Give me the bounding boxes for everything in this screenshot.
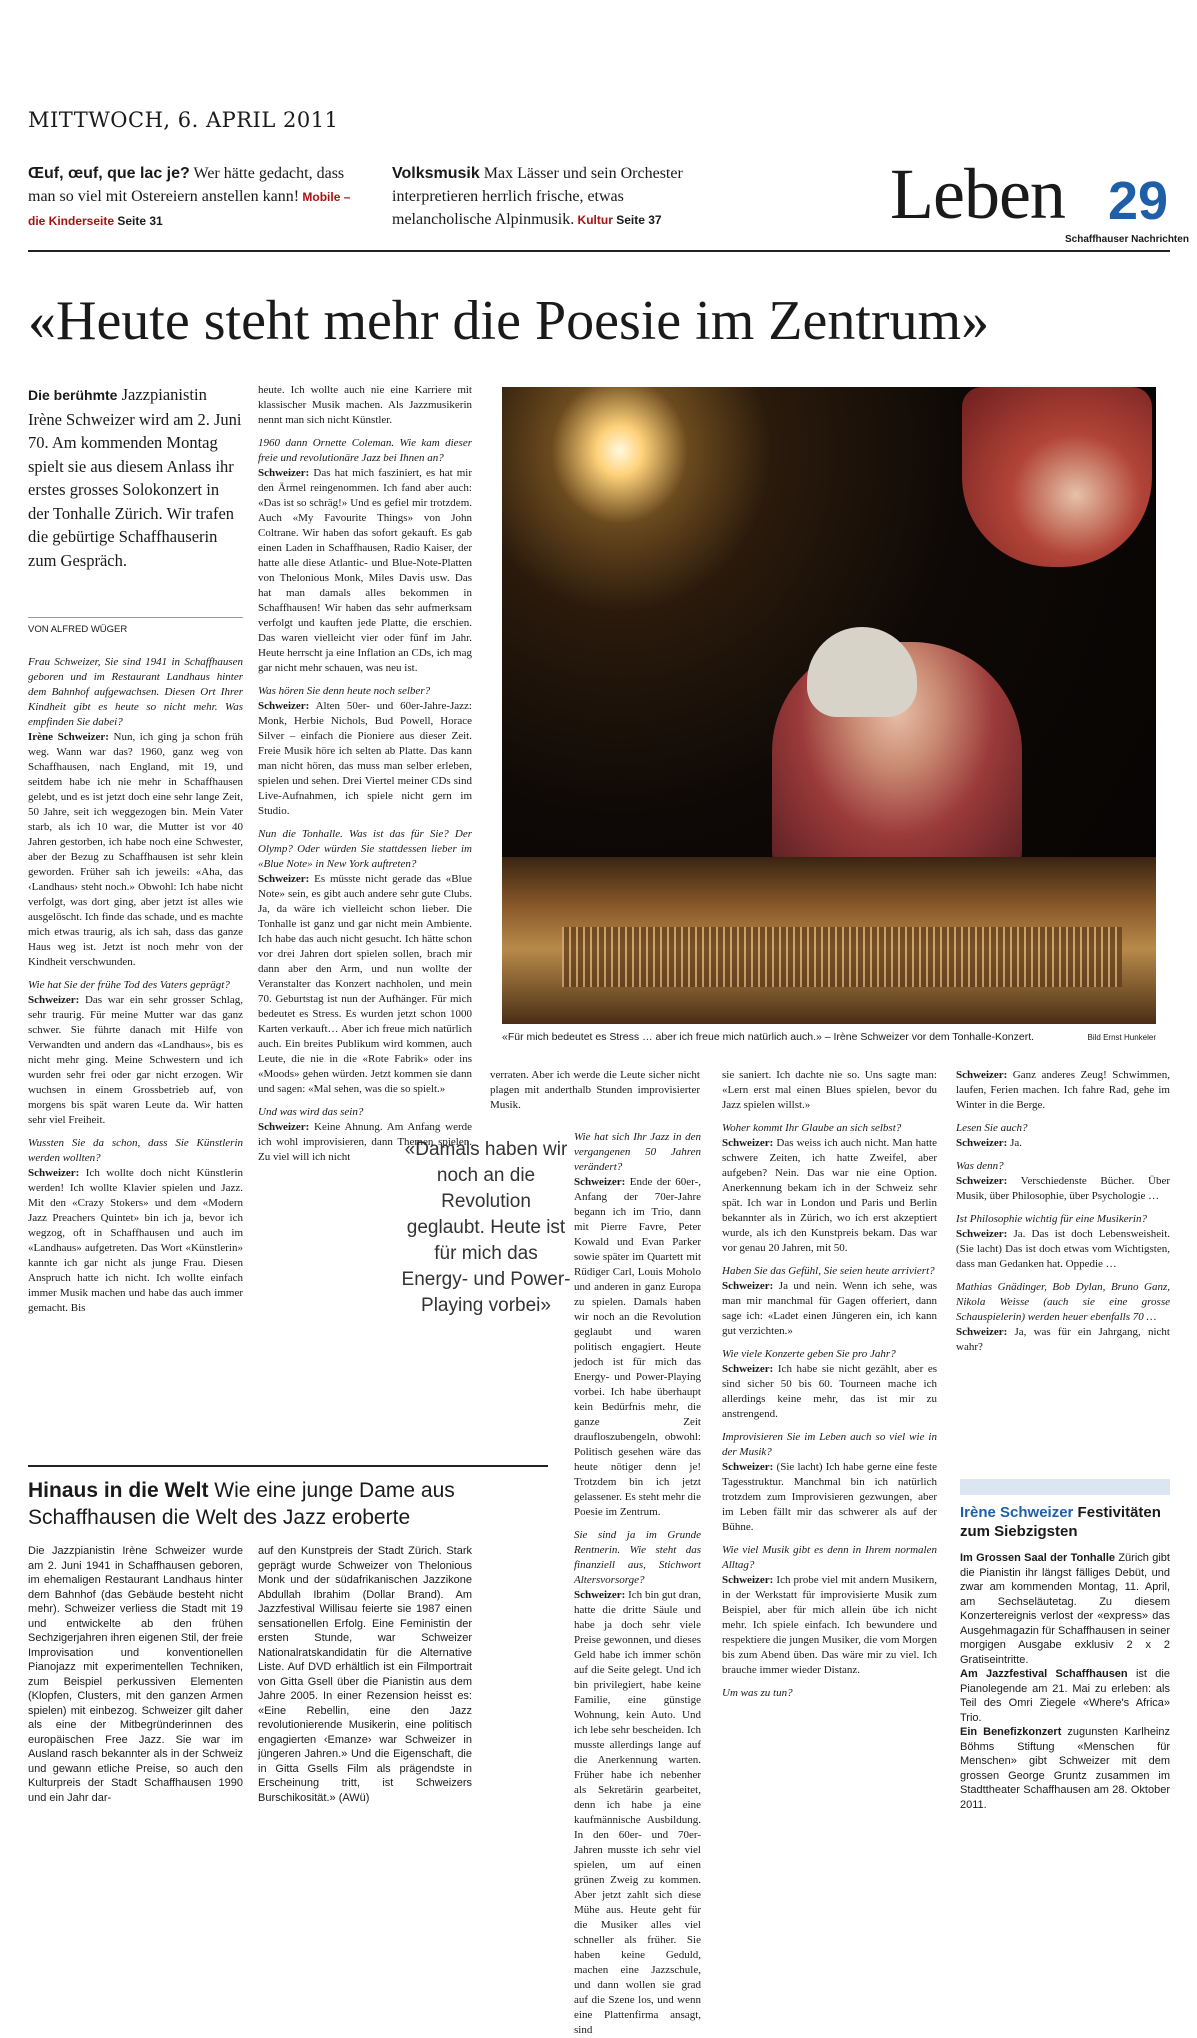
issue-date: MITTWOCH, 6. APRIL 2011: [28, 108, 339, 132]
speaker-label: Schweizer:: [956, 1069, 1008, 1081]
interview-answer: Ich habe sie nicht gezählt, aber es sind sicher 50 bis 60. Tourneen mache ich allerdings keine mehr, das ist mir zu anstrengend.: [722, 1363, 937, 1420]
lead-text: Die berühmte Jazzpianistin Irène Schweizer wird am 2. Juni 70. Am kommenden Montag spielt sie aus diesem Anlass ihr erstes grosses Solokonzert in der Tonhalle Zürich. Wir trafen die gebürtige Schaffhauserin zum Gespräch.: [28, 385, 242, 570]
speaker-label: Schweizer:: [722, 1137, 774, 1149]
interview-column-4: [722, 1068, 937, 1928]
speaker-label: Schweizer:: [956, 1326, 1008, 1338]
interview-question: Nun die Tonhalle. Was ist das für Sie? Der Olymp? Oder würden Sie stattdessen lieber im «Blue Note» in New York auftreten?: [258, 828, 472, 870]
photo-irene-schweizer: [502, 387, 1156, 1024]
interview-answer: Nun, ich ging ja schon früh weg. Wann war das? 1960, ganz weg von Schaffhausen, nach England, mit 19, und seitdem habe ich nie mehr in Schaffhausen gelebt, und es ist jetzt doch eine sehr lange Zeit, 50 Jahre, seit ich weggezogen bin. Mein Vater starb, als ich 10 war, die Mutter ist vor 40 Jahren gestorben, ich habe noch eine Schwester, aber der Bezug zu Schaffhausen ist sehr klein geworden. Früher sah ich jeweils: «Aha, das ‹Landhaus› steht noch.» Obwohl: Ich habe nicht verfolgt, was dort ging, aber jetzt ist alles wie ausgelöscht. Ich finde das schade, und es machte mich etwas traurig, als ich sah, dass das ganze Haus weg ist. Jetzt ist noch mehr von der Kindheit verschwunden.: [28, 731, 243, 968]
interview-question: Wussten Sie da schon, dass Sie Künstlerin werden wollten?: [28, 1137, 243, 1164]
interview-answer: Ganz anderes Zeug! Schwimmen, laufen, Ferien machen. Ich fahre Rad, gehe im Winter in die Berge.: [956, 1069, 1170, 1111]
interview-paragraph: [258, 827, 472, 1097]
interview-answer: Ich wollte doch nicht Künstlerin werden! Ich wollte Klavier spielen und Jazz. Mit den «Crazy Stokers» und dem «Modern Jazz Preachers Quintet» bin ich ja, bevor ich wegzog, oft in Schaffhausen und auch im «Landhaus» aufgetreten. Das Wort «Künstlerin» kannte ich gar nicht als junge Frau. Diesen Anspruch hatte ich nicht. Ich wollte einfach immer Musik machen und habe das auch immer gemacht. Bis: [28, 1167, 243, 1314]
speaker-label: Schweizer:: [956, 1228, 1008, 1240]
interview-question: Wie hat sich Ihr Jazz in den vergangenen 50 Jahren verändert?: [574, 1131, 701, 1173]
interview-answer: Ja. Das ist doch Lebensweisheit. (Sie lacht) Das ist doch etwas vom Wichtigsten, dass man Gedanken hat. Oppedie …: [956, 1228, 1170, 1270]
interview-question: Wie viel Musik gibt es denn in Ihrem normalen Alltag?: [722, 1544, 937, 1571]
interview-answer: Ende der 60er-, Anfang der 70er-Jahre begann ich im Trio, dann mit Pierre Favre, Peter Kowald und Evan Parker sowie später im Quartett mit Rüdiger Carl, Louis Moholo und anderen in ganz Europa zu spielen. Damals haben wir noch an die Revolution geglaubt und waren politisch engagiert. Heute jedoch ist für mich das Energy- und Power-Playing vorbei. Ich habe überhaupt kein Bedürfnis mehr, die ganze Zeit draufloszubengeln, obwohl: Politisch gesehen wäre das heute nötiger denn je! Trotzdem bin ich jetzt gelassener. Es steht mehr die Poesie im Zentrum.: [574, 1176, 701, 1518]
interview-answer: (Sie lacht) Ich habe gerne eine feste Tagesstruktur. Manchmal bin ich natürlich trotzdem zum Improvisieren gezwungen, aber im Leben fällt mir das schwerer als auf der Bühne.: [722, 1461, 937, 1533]
interview-answer: Das weiss ich auch nicht. Man hatte schwere Zeiten, ich hatte Zweifel, aber aufgeben? Nein. Das war nie eine Option. Anerkennung bekam ich in der Schweiz sehr spät. Ich war in London und Paris und Berlin bekannter als in Zürich, wo ich erst akzeptiert wurde, als ich den Kunstpreis bekam. Das war vor genau 20 Jahren, mit 50.: [722, 1137, 937, 1254]
page-number: 29: [1108, 171, 1169, 231]
interview-answer: Verschiedenste Bücher. Über Musik, über Philosophie, über Psychologie …: [956, 1175, 1170, 1202]
speaker-label: Schweizer:: [722, 1363, 774, 1375]
interview-paragraph: [722, 1430, 937, 1535]
festival-bar: [960, 1479, 1170, 1495]
speaker-label: Schweizer:: [258, 1121, 310, 1133]
interview-answer: verraten. Aber ich werde die Leute sicher nicht plagen mit anderthalb Stunden improvisierter Musik.: [490, 1069, 700, 1111]
festival-box: [960, 1479, 1170, 1812]
header-rule: [28, 250, 1170, 252]
interview-answer: Ich bin gut dran, hatte die dritte Säule und habe ja doch sehr viele Preise gewonnen, und dieses Geld habe ich immer schön auf die Seite gelegt. Und ich bin privilegiert, habe keine Familie, eine günstige Wohnung, kein Auto. Und ich lebe sehr bescheiden. Ich musste allerdings lange auf die Anerkennung warten. Früher habe ich nebenher als Sekretärin gearbeitet, denn ich habe ja eine kaufmännische Ausbildung. In den 60er- und 70er-Jahren musste ich sehr viel spielen, um auf einen grünen Zweig zu kommen. Aber jetzt zahlt sich diese Mühe aus. Heute geht für die Musiker alles viel schneller als früher. Sie haben keine Geduld, machen eine Jazzschule, und dann wollen sie grad auf die Szene los, und wenn eine Plattenfirma ansagt, sind: [574, 1589, 701, 2036]
interview-paragraph: [956, 1121, 1170, 1151]
festival-title: Irène Schweizer Festivitäten zum Siebzigsten: [960, 1504, 1161, 1540]
interview-answer: Ich probe viel mit andern Musikern, in der Werkstatt für improvisierte Musik zum Beispiel, aber für mich allein übe ich nicht mehr. Ich spiele einfach. Ich bewundere und respektiere die jungen Musiker, die vom Morgen bis zum Abend üben. Das wäre mir zu viel. Ich brauche immer wieder Distanz.: [722, 1574, 937, 1676]
interview-paragraph: [722, 1121, 937, 1256]
interview-question: Was denn?: [956, 1160, 1004, 1172]
interview-paragraph: [956, 1068, 1170, 1113]
interview-paragraph: [956, 1212, 1170, 1272]
speaker-label: Schweizer:: [956, 1137, 1008, 1149]
interview-paragraph: [28, 1136, 243, 1316]
photo-caption: «Für mich bedeutet es Stress … aber ich freue mich natürlich auch.» – Irène Schweizer vor dem Tonhalle-Konzert. Bild Ernst Hunkeler: [502, 1031, 1156, 1043]
interview-paragraph: [258, 383, 472, 428]
info-box-title: Hinaus in die Welt Wie eine junge Dame aus Schaffhausen die Welt des Jazz eroberte: [28, 1465, 548, 1531]
interview-paragraph: [956, 1280, 1170, 1355]
piano-strings: [562, 927, 1122, 987]
interview-paragraph: [722, 1264, 937, 1339]
photo-credit: Bild Ernst Hunkeler: [1087, 1033, 1156, 1042]
interview-question: Mathias Gnädinger, Bob Dylan, Bruno Ganz, Nikola Weisse (auch sie eine grosse Schauspielerin) werden heuer ebenfalls 70 …: [956, 1281, 1170, 1323]
interview-answer: Ja, was für ein Jahrgang, nicht wahr?: [956, 1326, 1170, 1353]
interview-question: Lesen Sie auch?: [956, 1122, 1028, 1134]
interview-paragraph: [574, 1528, 701, 2038]
teaser-ostereier[interactable]: Œuf, œuf, que lac je? Wer hätte gedacht, dass man so viel mit Ostereiern anstellen kann! Mobile – die Kinderseite Seite 31: [28, 165, 351, 228]
interview-paragraph: [28, 655, 243, 970]
interview-answer: Ja und nein. Wenn ich sehe, was man mir manchmal für Gagen offeriert, dann sage ich: «Ladet einen Jüngeren ein, ich kann gut verzichten.»: [722, 1280, 937, 1337]
interview-question: Sie sind ja im Grunde Rentnerin. Wie steht das finanziell aus, Stichwort Altersvorsorge?: [574, 1529, 701, 1586]
interview-answer: Das hat mich fasziniert, es hat mir den Ärmel reingenommen. Ich fand aber auch: «Das ist so schräg!» Und es gefiel mir trotzdem. Auch «My Favourite Things» von John Coltrane. Wir haben das sofort gekauft. Es gab einen Laden in Schaffhausen, Radio Kaiser, der hatte alle diese Atlantic- und Blue-Note-Platten von Thelonious Monk, Miles Davis usw. Das hat man damals alles bekommen in Schaffhausen! Wir haben das sehr aufmerksam verfolgt und kauften jede Platte, die erschien. Das waren vielleicht vier oder fünf im Jahr. Heute herrscht ja eine Inflation an CDs, ich mag gar nicht mehr schauen, was neu ist.: [258, 467, 472, 674]
interview-paragraph: [258, 436, 472, 676]
interview-paragraph: [722, 1686, 937, 1701]
speaker-label: Irène Schweizer:: [28, 731, 109, 743]
piano-reflection: [962, 387, 1152, 567]
interview-paragraph: [28, 978, 243, 1128]
speaker-label: Schweizer:: [28, 994, 80, 1006]
interview-paragraph: [722, 1068, 937, 1113]
speaker-label: Schweizer:: [722, 1280, 774, 1292]
interview-question: Was hören Sie denn heute noch selber?: [258, 685, 431, 697]
interview-column-1: [28, 655, 243, 1445]
interview-question: Frau Schweizer, Sie sind 1941 in Schaffhausen geboren und im Restaurant Landhaus hinter dem Bahnhof aufgewachsen. Diesen Ort Ihrer Kindheit gibt es heute so nicht mehr. Was empfinden Sie dabei?: [28, 656, 243, 728]
interview-paragraph: [956, 1159, 1170, 1204]
byline: VON ALFRED WÜGER: [28, 617, 243, 635]
speaker-label: Schweizer:: [258, 700, 310, 712]
interview-column-3: [574, 1130, 701, 2036]
interview-question: Ist Philosophie wichtig für eine Musikerin?: [956, 1213, 1147, 1225]
interview-paragraph: [722, 1543, 937, 1678]
speaker-label: Schweizer:: [722, 1574, 774, 1586]
speaker-label: Schweizer:: [258, 467, 310, 479]
interview-paragraph: [574, 1130, 701, 1520]
interview-column-3-top: [490, 1068, 700, 1128]
teaser-volksmusik[interactable]: Volksmusik Max Lässer und sein Orchester interpretieren herrlich frische, etwas melancholische Alpinmusik. Kultur Seite 37: [392, 165, 683, 228]
interview-question: Wie viele Konzerte geben Sie pro Jahr?: [722, 1348, 896, 1360]
pianist-hair: [807, 627, 917, 717]
speaker-label: Schweizer:: [956, 1175, 1008, 1187]
interview-paragraph: [258, 684, 472, 819]
interview-question: Woher kommt Ihr Glaube an sich selbst?: [722, 1122, 902, 1134]
interview-answer: Alten 50er- und 60er-Jahre-Jazz: Monk, Herbie Nichols, Bud Powell, Horace Silver – einfach die Pioniere aus dieser Zeit. Freie Musik höre ich selten ab Platte. Das kann man nicht hören, das muss man selber erleben, spielen und sehen. Drei Viertel meiner CDs sind Live-Aufnahmen, ich spiele nicht gern im Studio.: [258, 700, 472, 817]
festival-body: Im Grossen Saal der Tonhalle Zürich gibt die Pianistin ihr längst fälliges Debüt, und zwar am kommenden Montag, 11. April, am Sechseläutetag. Zu diesem Konzertereignis verlost der «express» das Ausgehmagazin für Schaffhausen in seiner morgigen Ausgabe exklusiv 2 x 2 Gratiseintritte. Am Jazzfestival Schaffhausen ist die Pianolegende am 21. Mai zu erleben: als Teil des Omri Ziegele «Where's Africa» Trio. Ein Benefizkonzert zugunsten Karlheinz Böhms Stiftung «Menschen für Menschen» gibt Schweizer mit dem grossen George Gruntz zusammen im Stadttheater Schaffhausen am 28. Oktober 2011.: [960, 1552, 1170, 1811]
speaker-label: Schweizer:: [722, 1461, 774, 1473]
headline: «Heute steht mehr die Poesie im Zentrum»: [28, 290, 990, 352]
interview-question: Um was zu tun?: [722, 1687, 793, 1699]
pull-quote: «Damals haben wir noch an die Revolution geglaubt. Heute ist für mich das Energy- und Power-Playing vorbei»: [401, 1139, 571, 1316]
interview-question: 1960 dann Ornette Coleman. Wie kam dieser freie und revolutionäre Jazz bei Ihnen an?: [258, 437, 472, 464]
interview-answer: Es müsste nicht gerade das «Blue Note» sein, es gibt auch andere sehr gute Clubs. Ja, da wäre ich vielleicht schon lieber. Die Tonhalle ist ganz und gar nicht mein Ambiente. Ich habe das auch nicht gesucht. Ich hätte schon vor drei Jahren dort spielen sollen, brach mir dann aber den Arm, und nun wollte der Veranstalter das Konzert nachholen, und mein 70. Geburtstag ist nun der Aufhänger. Für mich bedeutet es Stress. Es wurden jetzt schon 1000 Karten verkauft… Aber ich freue mich natürlich auch. Ein breites Publikum wird kommen, auch Leute, die nie in die «Rote Fabrik» oder ins «Moods» gehen würden. Jetzt kommen sie dann und sagen: «Mal sehen, was die so spielt.»: [258, 873, 472, 1095]
section-title: Leben: [890, 154, 1065, 234]
interview-answer: heute. Ich wollte auch nie eine Karriere mit klassischer Musik machen. Als Jazzmusikerin nennt man sich nicht Künstler.: [258, 384, 472, 426]
interview-question: Und was wird das sein?: [258, 1106, 364, 1118]
interview-answer: sie saniert. Ich dachte nie so. Uns sagte man: «Lern erst mal einen Blues spielen, bevor du Jazz spielen willst.»: [722, 1069, 937, 1111]
interview-answer: Keine Ahnung. Am Anfang werde ich wohl improvisieren, dann Themen spielen. Zu viel will ich nicht: [258, 1121, 472, 1163]
interview-question: Improvisieren Sie im Leben auch so viel wie in der Musik?: [722, 1431, 937, 1458]
interview-column-5: [956, 1068, 1170, 1468]
info-box-column-1: Die Jazzpianistin Irène Schweizer wurde am 2. Juni 1941 in Schaffhausen geboren, im ehemaligen Restaurant Landhaus hinter dem Bahnhof (das Gebäude besteht nicht mehr). Schweizer verliess die Stadt mit 19 und entwickelte ab den frühen Sechzigerjahren ihren eigenen Stil, der freie Improvisation und konventionellen Pianojazz mit experimentellen Techniken, zum Beispiel perkussiven Elementen (Klopfen, Clusters, mit den ganzen Armen spielen) mit einbezog. Schweizer gilt daher als eine der Mitbegründerinnen des europäischen Free Jazz. Sie war im Ausland rasch bekannter als in der Schweiz und gewann etliche Preise, so auch den Kulturpreis der Stadt Schaffhausen 1990 und ein Jahr dar-: [28, 1545, 243, 1804]
speaker-label: Schweizer:: [258, 873, 310, 885]
speaker-label: Schweizer:: [574, 1176, 626, 1188]
interview-answer: Das war ein sehr grosser Schlag, sehr traurig. Für meine Mutter war das ganz schwer. Sie führte danach mit Hilfe von Verwandten und andern das «Landhaus», bis es nicht mehr ging. Meine Schwestern und ich wurden sehr frei oder gar nicht erzogen. Wir wuchsen in einem Grossbetrieb auf, von morgens bis spät waren Leute da. Wir hatten sehr viel Freiheit.: [28, 994, 243, 1126]
info-box-column-2: auf den Kunstpreis der Stadt Zürich. Stark geprägt wurde Schweizer von Thelonious Monk und der südafrikanischen Jazzikone Abdullah Ibrahim (Dollar Brand). Am Jazzfestival Willisau feierte sie 1987 einen sensationellen Erfolg. Eine Feministin der ersten Stunde, war Schweizer Nationalratskandidatin für die Alternative Liste. Auf DVD erhältlich ist ein Filmportrait von Gitta Gsell über die Pianistin aus dem Jahre 2005. In einer Rezension heisst es: «Eine Rebellin, eine den Jazz revolutionierende Musikerin, eine politisch engagierten ‹Emanze› war Schweizer in jüngeren Jahren.» Und die Eigenschaft, die in Gitta Gsells Film als prägendste in Erscheinung tritt, ist Schweizers Burschikosität.» (AWü): [258, 1545, 472, 1804]
interview-paragraph: [722, 1347, 937, 1422]
speaker-label: Schweizer:: [574, 1589, 626, 1601]
interview-answer: Ja.: [1007, 1137, 1022, 1149]
paper-name: Schaffhauser Nachrichten: [1065, 234, 1189, 245]
interview-paragraph: [490, 1068, 700, 1113]
interview-question: Wie hat Sie der frühe Tod des Vaters geprägt?: [28, 979, 230, 991]
interview-question: Haben Sie das Gefühl, Sie seien heute arriviert?: [722, 1265, 935, 1277]
speaker-label: Schweizer:: [28, 1167, 80, 1179]
